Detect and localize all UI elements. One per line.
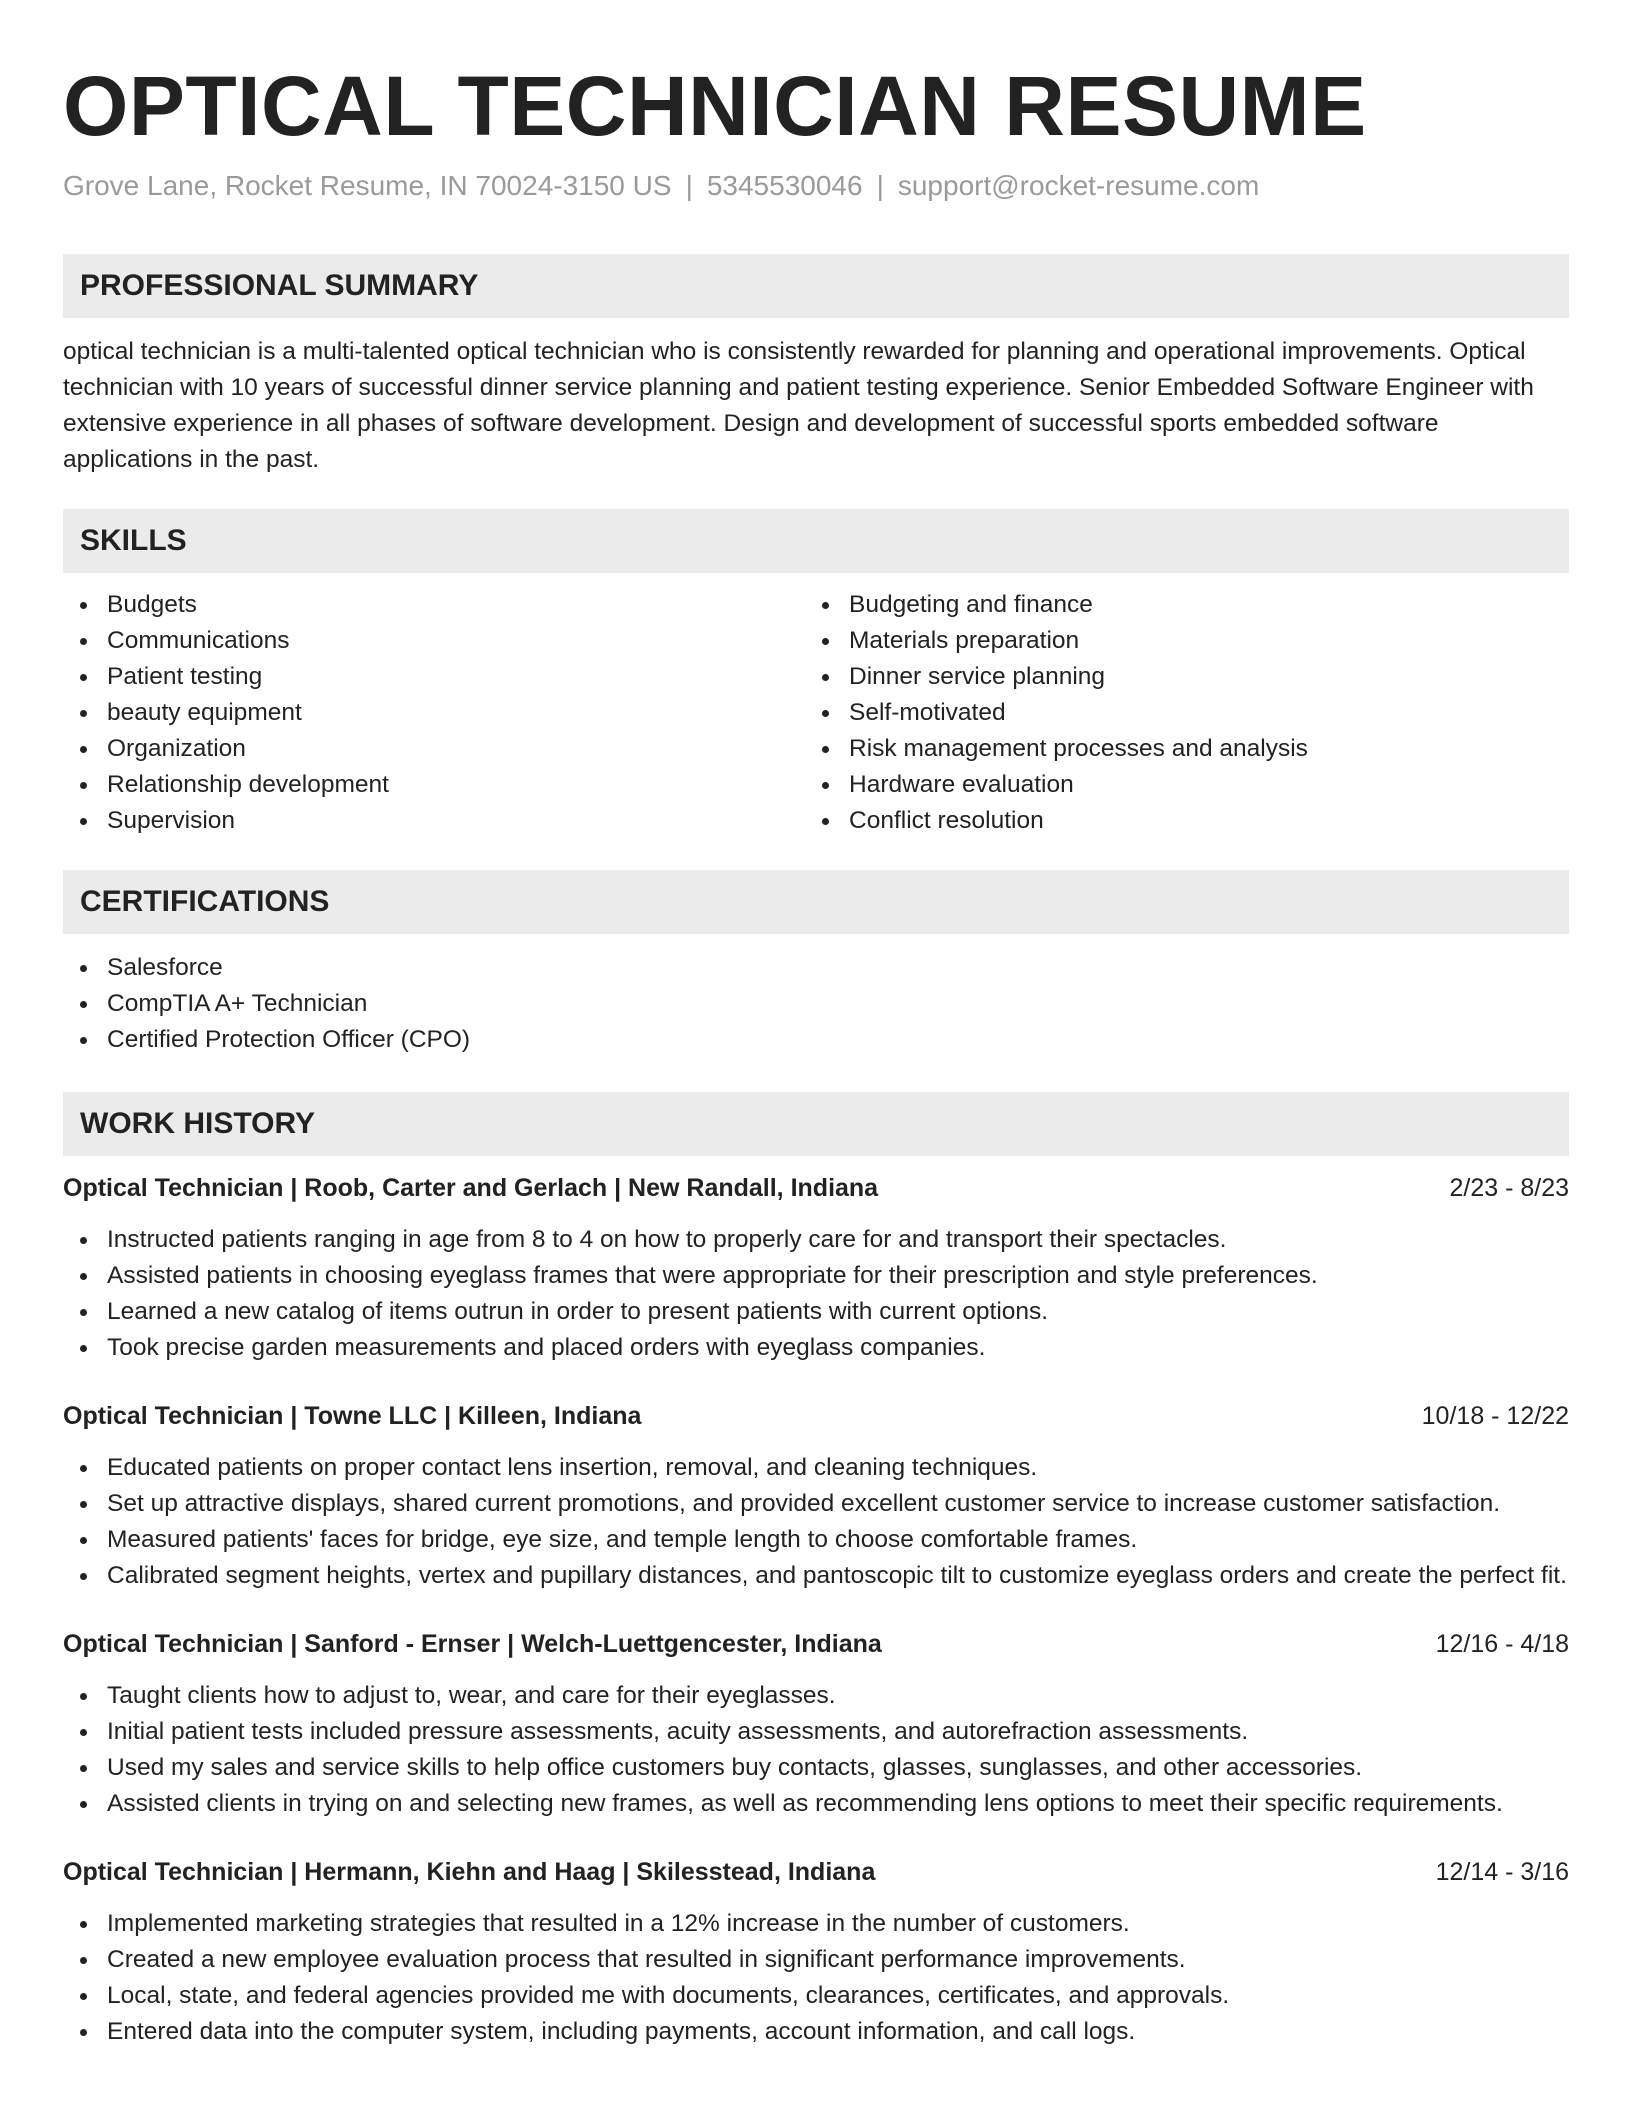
job-bullets: [63, 1222, 1569, 1366]
job-title: Optical Technician | Sanford - Ernser | Welch-Luettgencester, Indiana: [63, 1630, 882, 1658]
job-header: [63, 1854, 1569, 1890]
skills-list-left: [63, 587, 805, 839]
skill-item: Communications: [63, 623, 805, 659]
job-bullet: Implemented marketing strategies that resulted in a 12% increase in the number of customers.: [63, 1906, 1569, 1942]
job-header: [63, 1398, 1569, 1434]
job-bullet: Educated patients on proper contact lens insertion, removal, and cleaning techniques.: [63, 1450, 1569, 1486]
job-bullets: [63, 1906, 1569, 2050]
job-bullet: Used my sales and service skills to help office customers buy contacts, glasses, sunglasses, and other accessories.: [63, 1750, 1569, 1786]
job-bullets: [63, 1678, 1569, 1822]
skill-item: Budgets: [63, 587, 805, 623]
skill-item: Conflict resolution: [805, 803, 1547, 839]
job-bullets: [63, 1450, 1569, 1594]
job-bullet: Assisted patients in choosing eyeglass frames that were appropriate for their prescription and style preferences.: [63, 1258, 1569, 1294]
resume-title: OPTICAL TECHNICIAN RESUME: [63, 59, 1367, 153]
job-header: [63, 1170, 1569, 1206]
skill-item: Patient testing: [63, 659, 805, 695]
contact-address: Grove Lane, Rocket Resume, IN 70024-3150 US: [63, 170, 672, 201]
job-dates: 2/23 - 8/23: [1449, 1174, 1569, 1202]
job-entry: [63, 1398, 1569, 1594]
contact-separator: |: [876, 170, 884, 201]
skill-item: beauty equipment: [63, 695, 805, 731]
job-entry: [63, 1626, 1569, 1822]
job-bullet: Instructed patients ranging in age from 8 to 4 on how to properly care for and transport their spectacles.: [63, 1222, 1569, 1258]
certification-item: CompTIA A+ Technician: [63, 986, 1569, 1022]
skill-item: Supervision: [63, 803, 805, 839]
summary-heading: PROFESSIONAL SUMMARY: [63, 254, 1569, 318]
skill-item: Materials preparation: [805, 623, 1547, 659]
job-dates: 12/14 - 3/16: [1435, 1858, 1569, 1886]
skill-item: Organization: [63, 731, 805, 767]
job-title: Optical Technician | Towne LLC | Killeen, Indiana: [63, 1402, 642, 1430]
job-entry: [63, 1170, 1569, 1366]
skills-heading: SKILLS: [63, 509, 1569, 573]
job-bullet: Initial patient tests included pressure assessments, acuity assessments, and autorefraction assessments.: [63, 1714, 1569, 1750]
job-entry: [63, 1854, 1569, 2050]
skill-item: Relationship development: [63, 767, 805, 803]
job-dates: 10/18 - 12/22: [1421, 1402, 1569, 1430]
job-bullet: Created a new employee evaluation process that resulted in significant performance improvements.: [63, 1942, 1569, 1978]
job-bullet: Measured patients' faces for bridge, eye size, and temple length to choose comfortable frames.: [63, 1522, 1569, 1558]
summary-text: optical technician is a multi-talented optical technician who is consistently rewarded for planning and operational improvements. Optical technician with 10 years of successful dinner service planning and patient testing experience. Senior Embedded Software Engineer with extensive experience in all phases of software development. Design and development of successful sports embedded software applications in the past.: [63, 338, 1534, 473]
contact-separator: |: [685, 170, 693, 201]
certification-item: Salesforce: [63, 950, 1569, 986]
certification-item: Certified Protection Officer (CPO): [63, 1022, 1569, 1058]
job-bullet: Entered data into the computer system, including payments, account information, and call logs.: [63, 2014, 1569, 2050]
certifications-list: [63, 950, 1569, 1058]
skill-item: Hardware evaluation: [805, 767, 1547, 803]
skills-list-right: [805, 587, 1547, 839]
skill-item: Dinner service planning: [805, 659, 1547, 695]
job-bullet: Took precise garden measurements and placed orders with eyeglass companies.: [63, 1330, 1569, 1366]
job-bullet: Calibrated segment heights, vertex and pupillary distances, and pantoscopic tilt to customize eyeglass orders and create the perfect fit.: [63, 1558, 1569, 1594]
skill-item: Budgeting and finance: [805, 587, 1547, 623]
job-title: Optical Technician | Hermann, Kiehn and Haag | Skilesstead, Indiana: [63, 1858, 876, 1886]
skill-item: Self-motivated: [805, 695, 1547, 731]
skill-item: Risk management processes and analysis: [805, 731, 1547, 767]
job-bullet: Taught clients how to adjust to, wear, and care for their eyeglasses.: [63, 1678, 1569, 1714]
certifications-heading: CERTIFICATIONS: [63, 870, 1569, 934]
contact-phone: 5345530046: [706, 170, 863, 201]
job-bullet: Assisted clients in trying on and selecting new frames, as well as recommending lens options to meet their specific requirements.: [63, 1786, 1569, 1822]
work-history-heading: WORK HISTORY: [63, 1092, 1569, 1156]
job-bullet: Learned a new catalog of items outrun in order to present patients with current options.: [63, 1294, 1569, 1330]
skills-grid: [63, 587, 1569, 839]
job-dates: 12/16 - 4/18: [1435, 1630, 1569, 1658]
job-header: [63, 1626, 1569, 1662]
contact-line: [63, 168, 1569, 204]
contact-email: support@rocket-resume.com: [897, 170, 1260, 201]
job-bullet: Local, state, and federal agencies provided me with documents, clearances, certificates, and approvals.: [63, 1978, 1569, 2014]
job-bullet: Set up attractive displays, shared current promotions, and provided excellent customer service to increase customer satisfaction.: [63, 1486, 1569, 1522]
job-title: Optical Technician | Roob, Carter and Gerlach | New Randall, Indiana: [63, 1174, 879, 1202]
